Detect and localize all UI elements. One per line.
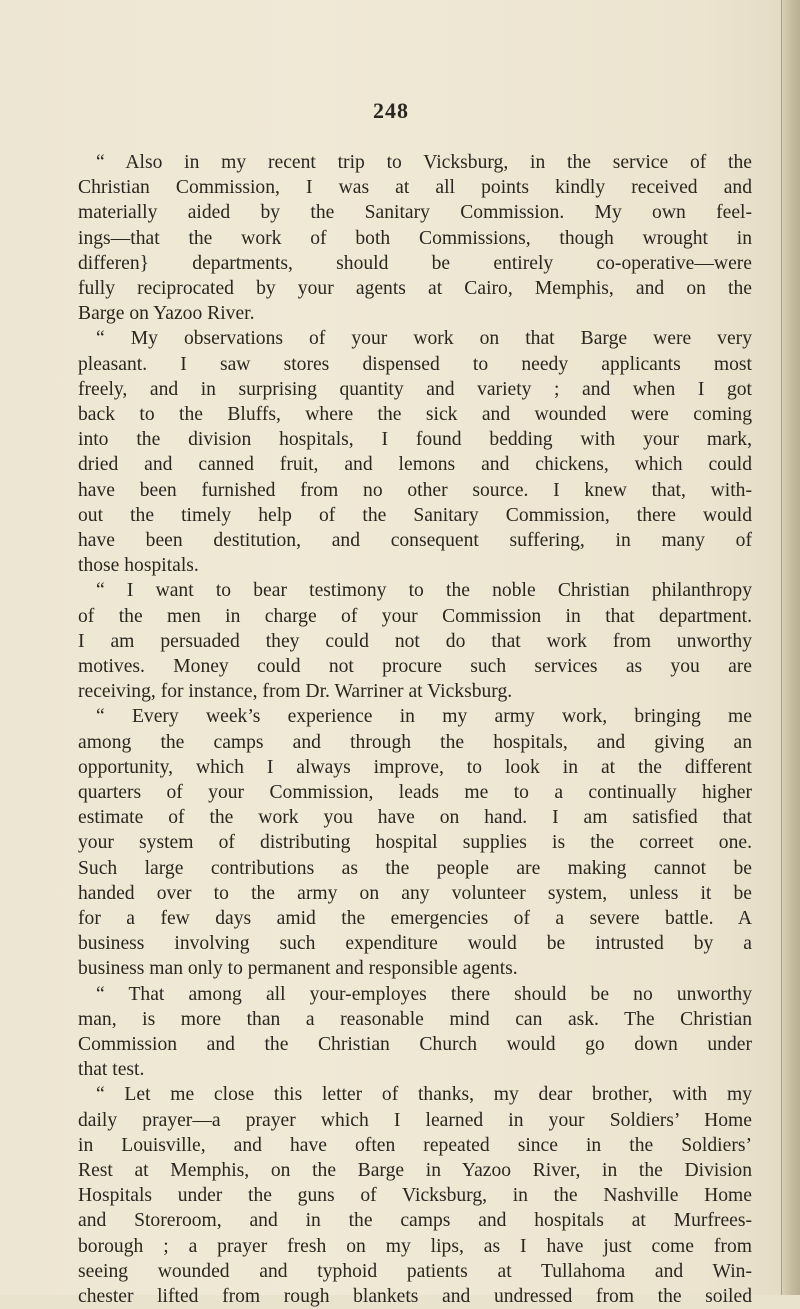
text-line: business involving such expenditure would be intrusted by a <box>78 933 752 955</box>
text-line: fully reciprocated by your agents at Cairo, Memphis, and on the <box>78 278 752 299</box>
text-line: “ Every week’s experience in my army work, bringing me <box>96 706 752 728</box>
text-line: for a few days amid the emergencies of a severe battle. A <box>78 908 752 929</box>
text-line: those hospitals. <box>78 555 199 577</box>
text-line: among the camps and through the hospitals, and giving an <box>78 731 752 753</box>
text-line: in Louisville, and have often repeated since in the Soldiers’ <box>78 1134 752 1156</box>
text-line: Barge on Yazoo River. <box>78 303 255 325</box>
text-line: Such large contributions as the people are making cannot be <box>78 857 752 879</box>
text-line: seeing wounded and typhoid patients at Tullahoma and Win- <box>78 1260 752 1282</box>
text-line: that test. <box>78 1059 145 1081</box>
text-line: dried and canned fruit, and lemons and chickens, which could <box>78 454 752 476</box>
page-number: 248 <box>373 98 409 123</box>
text-line: daily prayer—a prayer which I learned in your Soldiers’ Home <box>78 1109 752 1131</box>
text-line: materially aided by the Sanitary Commission. My own feel- <box>78 202 752 224</box>
text-line: Rest at Memphis, on the Barge in Yazoo River, in the Division <box>78 1160 752 1181</box>
text-line: man, is more than a reasonable mind can ask. The Christian <box>78 1008 752 1030</box>
text-line: chester lifted from rough blankets and undressed from the soiled <box>78 1286 752 1307</box>
text-line: pleasant. I saw stores dispensed to needy applicants most <box>78 353 752 375</box>
text-line: receiving, for instance, from Dr. Warriner at Vicksburg. <box>78 681 513 703</box>
text-line: ings—that the work of both Commissions, though wrought in <box>78 227 752 249</box>
text-line: handed over to the army on any volunteer system, unless it be <box>78 882 752 904</box>
text-line: and Storeroom, and in the camps and hospitals at Murfrees- <box>78 1210 752 1232</box>
text-line: estimate of the work you have on hand. I am satisfied that <box>78 807 752 829</box>
text-line: of the men in charge of your Commission in that department. <box>78 605 752 627</box>
text-line: Commission and the Christian Church would go down under <box>78 1034 752 1055</box>
text-line: out the timely help of the Sanitary Commission, there would <box>78 504 752 526</box>
text-line: I am persuaded they could not do that work from unworthy <box>78 630 752 652</box>
text-line: differen} departments, should be entirely co-operative—were <box>78 252 752 274</box>
text-line: Christian Commission, I was at all points kindly received and <box>78 177 752 199</box>
text-line: borough ; a prayer fresh on my lips, as I have just come from <box>78 1235 752 1257</box>
text-line: into the division hospitals, I found bedding with your mark, <box>78 429 752 451</box>
text-line: business man only to permanent and responsible agents. <box>78 958 518 980</box>
text-line: have been destitution, and consequent suffering, in many of <box>78 530 752 551</box>
page-edge <box>781 0 800 1295</box>
text-line: quarters of your Commission, leads me to a continually higher <box>78 782 752 803</box>
text-line: “ That among all your-employes there should be no unworthy <box>96 983 752 1005</box>
text-line: “ My observations of your work on that Barge were very <box>96 328 752 350</box>
text-line: back to the Bluffs, where the sick and wounded were coming <box>78 404 752 425</box>
text-line: your system of distributing hospital supplies is the correet one. <box>78 832 752 854</box>
text-line: “ Also in my recent trip to Vicksburg, in the service of the <box>96 152 752 173</box>
text-line: “ Let me close this letter of thanks, my dear brother, with my <box>96 1084 752 1106</box>
text-line: have been furnished from no other source. I knew that, with- <box>78 479 752 501</box>
text-line: freely, and in surprising quantity and variety ; and when I got <box>78 378 752 400</box>
text-line: Hospitals under the guns of Vicksburg, in the Nashville Home <box>78 1185 752 1207</box>
text-line: motives. Money could not procure such services as you are <box>78 656 752 677</box>
text-line: “ I want to bear testimony to the noble Christian philanthropy <box>96 580 752 602</box>
text-line: opportunity, which I always improve, to look in at the different <box>78 756 752 778</box>
